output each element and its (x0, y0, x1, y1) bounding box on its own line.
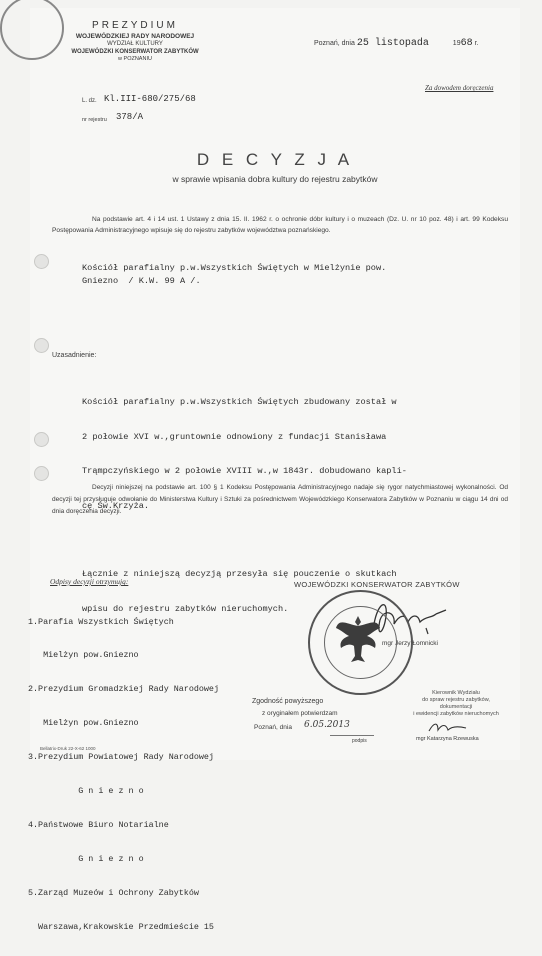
date-prefix: Poznań, dnia (314, 40, 355, 47)
copy-cert-line2: z oryginałem potwierdzam (262, 710, 338, 717)
letterhead-line5: w POZNANIU (118, 56, 152, 62)
punch-hole (34, 432, 49, 447)
recipient-line: 3.Prezydium Powiatowej Rady Narodowej (28, 752, 214, 763)
archive-stamp-line: Kierownik Wydziału (432, 690, 480, 696)
archive-stamp-line: i ewidencji zabytków nieruchomych (413, 711, 499, 717)
notice-line-2: wpisu do rejestru zabytków nieruchomych. (82, 603, 289, 614)
reg-value: 378/A (116, 112, 144, 122)
copy-cert-line1: Zgodność powyższego (252, 698, 324, 705)
recipient-line: 4.Państwowe Biuro Notarialne (28, 819, 169, 830)
copy-cert-sig-label: podpis (352, 738, 367, 744)
object-line-2: Gniezno / K.W. 99 A /. (82, 276, 201, 286)
letterhead (60, 20, 210, 62)
letterhead-line4: WOJEWÓDZKI KONSERWATOR ZABYTKÓW (71, 49, 199, 55)
document-page (28, 8, 520, 932)
justification-line: 2 połowie XVI w.,gruntownie odnowiony z fundacji Stanisława (82, 431, 387, 442)
recipient-line: Warszawa,Krakowskie Przedmieście 15 (28, 921, 214, 932)
punch-hole (34, 338, 49, 353)
letterhead-line3: WYDZIAŁ KULTURY (107, 41, 163, 47)
signature-line (330, 735, 374, 736)
official-round-stamp (308, 590, 413, 695)
recipient-line: 2.Prezydium Gromadzkiej Rady Narodowej (28, 684, 219, 695)
recipient-line: G n i e z n o (28, 853, 144, 864)
date-year-prefix: 19 (452, 40, 461, 47)
date-suffix: r. (474, 40, 479, 47)
recipient-line: 5.Zarząd Muzeów i Ochrony Zabytków (28, 887, 199, 898)
printer-mark: Bellatrix-Druk 22-X-62 1000 (40, 746, 96, 751)
signature-archive (426, 720, 470, 736)
ref-value: Kl.III-680/275/68 (104, 94, 196, 104)
punch-hole (34, 466, 49, 481)
letterhead-line2: WOJEWÓDZKIEJ RADY NARODOWEJ (75, 33, 195, 40)
notice-line-1: Łącznie z niniejszą decyzją przesyła się pouczenie o skutkach (82, 569, 397, 579)
archive-stamp-name: mgr Katarzyna Rzewuska (416, 736, 479, 742)
appeal-text: Decyzji niniejszej na podstawie art. 100 § 1 Kodeksu Postępowania Administracyjnego nadaje się rygor natychmiastowej wykonalności. Od decyzji tej przysługuje odwołanie do Ministerstwa Kultury i Sztuki za pośrednictwem Wojewódzkiego Konserwatora Zabytków w Poznaniu w ciągu 14 dni od dnia doręczenia decyzji. (52, 484, 508, 515)
object-description (82, 262, 386, 288)
reg-label: nr rejestru (82, 117, 107, 123)
justification-line: Trąmpczyńskiego w 2 połowie XVIII w.,w 1843r. dobudowano kapli- (82, 466, 407, 476)
place-date (314, 38, 478, 49)
signatory-title: WOJEWÓDZKI KONSERWATOR ZABYTKÓW (294, 580, 460, 589)
ref-label: L. dz. (82, 98, 97, 104)
eagle-emblem-icon (333, 610, 383, 668)
delivery-note: Za dowodem doręczenia (425, 84, 494, 92)
archive-stamp (400, 690, 512, 718)
recipient-line: G n i e z n o (28, 786, 144, 797)
object-line-1: Kościół parafialny p.w.Wszystkich Świętych w Mielżynie pow. (82, 263, 387, 273)
signatory-name: mgr Jerzy Łomnicki (382, 640, 438, 647)
archive-stamp-line: do spraw rejestru zabytków, (422, 697, 490, 703)
date-day-month: 25 listopada (356, 38, 429, 49)
recipients-label: Odpisy decyzji otrzymują: (50, 577, 129, 586)
copy-cert-date: 6.05.2013 (304, 720, 350, 730)
justification-line: Kościół parafialny p.w.Wszystkich Świętych zbudowany został w (82, 397, 397, 407)
recipient-line: Mielżyn pow.Gniezno (28, 650, 139, 661)
letterhead-line1: PREZYDIUM (92, 20, 178, 31)
recipient-line: Mielżyn pow.Gniezno (28, 718, 139, 729)
justification-line: cę Św.Krzyża. (82, 500, 150, 511)
archive-stamp-line: dokumentacji (439, 704, 473, 710)
punch-hole (34, 254, 49, 269)
justification-label: Uzasadnienie: (52, 352, 97, 359)
document-title: D E C Y Z J A (196, 150, 354, 169)
recipients-list (28, 594, 219, 956)
corner-stamp (0, 0, 64, 60)
recipient-line: 1.Parafia Wszystkich Świętych (28, 616, 174, 627)
date-year: 68 (460, 38, 473, 49)
legal-basis: Na podstawie art. 4 i 14 ust. 1 Ustawy z dnia 15. II. 1962 r. o ochronie dóbr kultury i o muzeach (Dz. U. nr 10 poz. 48) i art. 99 Kodeksu Postępowania Administracyjnego wpisuje się do rejestru zabytków województwa poznańskiego. (52, 216, 508, 234)
document-subtitle: w sprawie wpisania dobra kultury do rejestru zabytków (172, 174, 378, 184)
copy-cert-place: Poznań, dnia (254, 724, 292, 731)
